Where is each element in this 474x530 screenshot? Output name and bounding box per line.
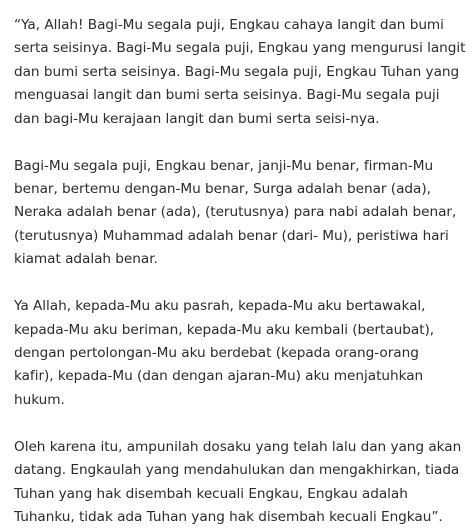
text-line: Tuhanku, tidak ada Tuhan yang hak disembah kecuali Engkau”. [14, 509, 443, 526]
text-line: Tuhan yang hak disembah kecuali Engkau, Engkau adalah [14, 485, 408, 502]
text-line: dengan pertolongan-Mu aku berdebat (kepada orang-orang [14, 345, 419, 362]
text-line: kepada-Mu aku beriman, kepada-Mu aku kembali (bertaubat), [14, 321, 435, 338]
text-line: menguasai langit dan bumi serta seisinya. Bagi-Mu segala puji [14, 87, 440, 104]
text-line: Bagi-Mu segala puji, Engkau benar, janji-Mu benar, firman-Mu [14, 157, 434, 174]
paragraph-4 [14, 436, 468, 530]
paragraph-3 [14, 295, 468, 412]
text-line: dan bumi serta seisinya. Bagi-Mu segala puji, Engkau Tuhan yang [14, 63, 460, 80]
paragraph-2 [14, 155, 468, 272]
paragraph-1 [14, 14, 468, 131]
text-line: Neraka adalah benar (ada), (terutusnya) para nabi adalah benar, [14, 204, 457, 221]
text-line: hukum. [14, 391, 65, 408]
text-line: serta seisinya. Bagi-Mu segala puji, Engkau yang mengurusi langit [14, 40, 466, 57]
text-line: kiamat adalah benar. [14, 251, 158, 268]
text-line: datang. Engkaulah yang mendahulukan dan mengakhirkan, tiada [14, 462, 460, 479]
text-line: benar, bertemu dengan-Mu benar, Surga adalah benar (ada), [14, 181, 431, 198]
text-line: “Ya, Allah! Bagi-Mu segala puji, Engkau cahaya langit dan bumi [14, 17, 444, 33]
text-line: (terutusnya) Muhammad adalah benar (dari- Mu), peristiwa hari [14, 227, 449, 244]
text-line: kafir), kepada-Mu (dan dengan ajaran-Mu) aku menjatuhkan [14, 368, 424, 385]
text-line: Oleh karena itu, ampunilah dosaku yang telah lalu dan yang akan [14, 438, 462, 455]
text-line: Ya Allah, kepada-Mu aku pasrah, kepada-Mu aku bertawakal, [14, 298, 426, 315]
text-line: dan bagi-Mu kerajaan langit dan bumi serta seisi-nya. [14, 110, 380, 127]
